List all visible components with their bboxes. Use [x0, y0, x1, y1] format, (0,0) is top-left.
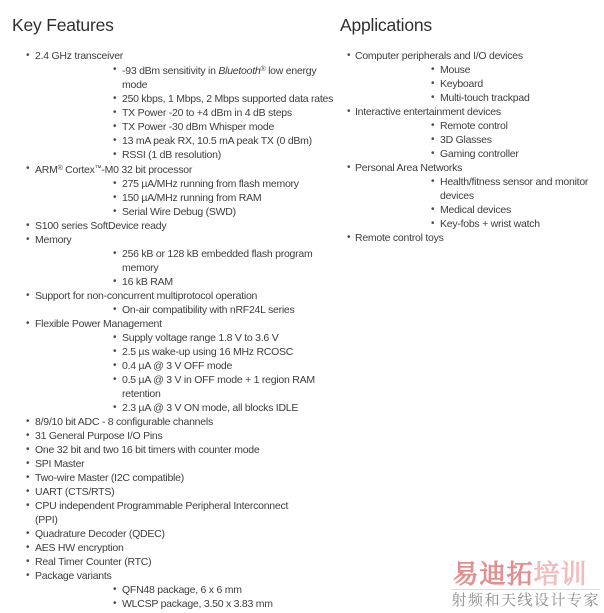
feature-item-text: (PPI): [35, 514, 58, 526]
feature-item-text: 2.5 µs wake-up using 16 MHz RCOSC: [122, 346, 294, 358]
bullet-icon: •: [113, 135, 117, 146]
applications-list: [340, 49, 602, 245]
application-item-text: devices: [440, 190, 474, 202]
feature-item-text: Support for non-concurrent multiprotocol operation: [35, 290, 258, 302]
feature-item: [12, 106, 342, 120]
feature-item-text: memory: [122, 262, 159, 274]
feature-item: [12, 49, 342, 63]
feature-item: [12, 177, 342, 191]
feature-item: [12, 555, 342, 569]
application-item: [340, 91, 602, 105]
application-item: [340, 119, 602, 133]
feature-item-text: ARM® Cortex™-M0 32 bit processor: [35, 164, 193, 176]
bullet-icon: •: [113, 64, 117, 75]
feature-item: [12, 541, 342, 555]
application-item: [340, 147, 602, 161]
feature-item: [12, 148, 342, 162]
bullet-icon: •: [26, 220, 30, 231]
bullet-icon: •: [26, 318, 30, 329]
feature-item-text: 13 mA peak RX, 10.5 mA peak TX (0 dBm): [122, 135, 312, 147]
feature-item: [12, 331, 342, 345]
application-item-text: Interactive entertainment devices: [355, 106, 501, 118]
feature-item: [12, 415, 342, 429]
feature-item-text: mode: [122, 79, 148, 91]
bullet-icon: •: [26, 430, 30, 441]
feature-item-text: 275 µA/MHz running from flash memory: [122, 178, 299, 190]
feature-item-text: retention: [122, 388, 161, 400]
feature-item-text: Package variants: [35, 570, 112, 582]
feature-item: [12, 583, 342, 597]
application-item: [340, 189, 602, 203]
feature-item: [12, 261, 342, 275]
feature-item: [12, 485, 342, 499]
feature-item-text: AES HW encryption: [35, 542, 124, 554]
feature-item: [12, 162, 342, 177]
feature-item: [12, 387, 342, 401]
feature-item: [12, 219, 342, 233]
feature-item: [12, 317, 342, 331]
feature-item-text: Quadrature Decoder (QDEC): [35, 528, 165, 540]
feature-item-text: 0.4 µA @ 3 V OFF mode: [122, 360, 233, 372]
bullet-icon: •: [113, 346, 117, 357]
bullet-icon: •: [26, 234, 30, 245]
feature-item: [12, 191, 342, 205]
watermark-brand-text-light: 培训: [533, 559, 588, 589]
application-item: [340, 133, 602, 147]
bullet-icon: •: [431, 204, 435, 215]
application-item-text: 3D Glasses: [440, 134, 492, 146]
feature-item-text: 2.3 µA @ 3 V ON mode, all blocks IDLE: [122, 402, 299, 414]
application-item-text: Gaming controller: [440, 148, 519, 160]
bullet-icon: •: [113, 584, 117, 595]
bullet-icon: •: [347, 162, 351, 173]
key-features-list: [12, 49, 342, 611]
feature-item: [12, 63, 342, 78]
application-item: [340, 217, 602, 231]
feature-item: [12, 597, 342, 611]
feature-item: [12, 345, 342, 359]
application-item: [340, 77, 602, 91]
application-item: [340, 175, 602, 189]
feature-item: [12, 471, 342, 485]
feature-item: [12, 499, 342, 513]
feature-item: [12, 120, 342, 134]
feature-item-text: 0.5 µA @ 3 V in OFF mode + 1 region RAM: [122, 374, 315, 386]
applications-section: [340, 14, 602, 244]
feature-item-text: CPU independent Programmable Peripheral Interconnect: [35, 500, 289, 512]
application-item-text: Remote control: [440, 120, 508, 132]
bullet-icon: •: [26, 290, 30, 301]
bullet-icon: •: [113, 149, 117, 160]
bullet-icon: •: [113, 192, 117, 203]
feature-item-text: One 32 bit and two 16 bit timers with counter mode: [35, 444, 260, 456]
bullet-icon: •: [26, 444, 30, 455]
bullet-icon: •: [26, 50, 30, 61]
bullet-icon: •: [113, 332, 117, 343]
feature-item-text: 16 kB RAM: [122, 276, 173, 288]
feature-item: [12, 513, 342, 527]
bullet-icon: •: [113, 121, 117, 132]
application-item-text: Remote control toys: [355, 232, 444, 244]
bullet-icon: •: [26, 570, 30, 581]
feature-item: [12, 303, 342, 317]
bullet-icon: •: [113, 248, 117, 259]
feature-item: [12, 289, 342, 303]
feature-item-text: Real Timer Counter (RTC): [35, 556, 152, 568]
watermark-brand-text: 易迪拓: [452, 559, 534, 589]
application-item-text: Multi-touch trackpad: [440, 92, 530, 104]
feature-item-text: Flexible Power Management: [35, 318, 162, 330]
feature-item-text: QFN48 package, 6 x 6 mm: [122, 584, 242, 596]
bullet-icon: •: [26, 416, 30, 427]
feature-item-text: Serial Wire Debug (SWD): [122, 206, 236, 218]
feature-item-text: 31 General Purpose I/O Pins: [35, 430, 163, 442]
watermark-line1: [451, 560, 600, 590]
application-item: [340, 105, 602, 119]
feature-item: [12, 205, 342, 219]
application-item: [340, 231, 602, 245]
feature-item-text: 2.4 GHz transceiver: [35, 50, 124, 62]
bullet-icon: •: [26, 472, 30, 483]
application-item-text: Keyboard: [440, 78, 483, 90]
feature-item-text: 8/9/10 bit ADC - 8 configurable channels: [35, 416, 213, 428]
feature-item-text: Memory: [35, 234, 72, 246]
application-item-text: Health/fitness sensor and monitor: [440, 176, 589, 188]
feature-item: [12, 401, 342, 415]
feature-item-text: 250 kbps, 1 Mbps, 2 Mbps supported data rates: [122, 93, 334, 105]
bullet-icon: •: [113, 360, 117, 371]
application-item: [340, 63, 602, 77]
bullet-icon: •: [26, 542, 30, 553]
application-item: [340, 49, 602, 63]
feature-item-text: Two-wire Master (I2C compatible): [35, 472, 184, 484]
bullet-icon: •: [431, 176, 435, 187]
feature-item-text: TX Power -30 dBm Whisper mode: [122, 121, 275, 133]
bullet-icon: •: [26, 556, 30, 567]
bullet-icon: •: [113, 304, 117, 315]
feature-item: [12, 247, 342, 261]
bullet-icon: •: [113, 178, 117, 189]
bullet-icon: •: [431, 92, 435, 103]
feature-item-text: Supply voltage range 1.8 V to 3.6 V: [122, 332, 279, 344]
feature-item: [12, 233, 342, 247]
application-item: [340, 161, 602, 175]
feature-item: [12, 527, 342, 541]
bullet-icon: •: [113, 276, 117, 287]
bullet-icon: •: [431, 64, 435, 75]
feature-item: [12, 457, 342, 471]
bullet-icon: •: [347, 232, 351, 243]
feature-item: [12, 443, 342, 457]
feature-item: [12, 275, 342, 289]
bullet-icon: •: [431, 134, 435, 145]
feature-item: [12, 134, 342, 148]
bullet-icon: •: [431, 148, 435, 159]
bullet-icon: •: [113, 374, 117, 385]
bullet-icon: •: [26, 458, 30, 469]
feature-item: [12, 78, 342, 92]
bullet-icon: •: [26, 500, 30, 511]
application-item: [340, 203, 602, 217]
key-features-title: Key Features: [12, 15, 114, 35]
bullet-icon: •: [347, 106, 351, 117]
bullet-icon: •: [431, 78, 435, 89]
feature-item: [12, 92, 342, 106]
feature-item-text: -93 dBm sensitivity in Bluetooth® low energy: [122, 65, 317, 77]
watermark: [451, 560, 600, 610]
feature-item-text: S100 series SoftDevice ready: [35, 220, 167, 232]
feature-item: [12, 429, 342, 443]
application-item-text: Medical devices: [440, 204, 511, 216]
key-features-section: [12, 14, 342, 610]
bullet-icon: •: [26, 486, 30, 497]
feature-item-text: SPI Master: [35, 458, 85, 470]
application-item-text: Mouse: [440, 64, 471, 76]
bullet-icon: •: [113, 206, 117, 217]
bullet-icon: •: [347, 50, 351, 61]
feature-item-text: UART (CTS/RTS): [35, 486, 115, 498]
feature-item-text: On-air compatibility with nRF24L series: [122, 304, 295, 316]
watermark-line2: 射频和天线设计专家: [451, 592, 600, 609]
feature-item-text: WLCSP package, 3.50 x 3.83 mm: [122, 598, 273, 610]
applications-title: Applications: [340, 15, 432, 35]
feature-item: [12, 373, 342, 387]
bullet-icon: •: [113, 93, 117, 104]
bullet-icon: •: [113, 402, 117, 413]
bullet-icon: •: [26, 528, 30, 539]
feature-item-text: TX Power -20 to +4 dBm in 4 dB steps: [122, 107, 292, 119]
feature-item-text: 256 kB or 128 kB embedded flash program: [122, 248, 313, 260]
application-item-text: Key-fobs + wrist watch: [440, 218, 540, 230]
feature-item-text: 150 µA/MHz running from RAM: [122, 192, 262, 204]
bullet-icon: •: [26, 163, 30, 174]
bullet-icon: •: [113, 598, 117, 609]
feature-item: [12, 569, 342, 583]
application-item-text: Personal Area Networks: [355, 162, 463, 174]
application-item-text: Computer peripherals and I/O devices: [355, 50, 523, 62]
bullet-icon: •: [431, 218, 435, 229]
feature-item: [12, 359, 342, 373]
bullet-icon: •: [113, 107, 117, 118]
feature-item-text: RSSI (1 dB resolution): [122, 149, 221, 161]
bullet-icon: •: [431, 120, 435, 131]
